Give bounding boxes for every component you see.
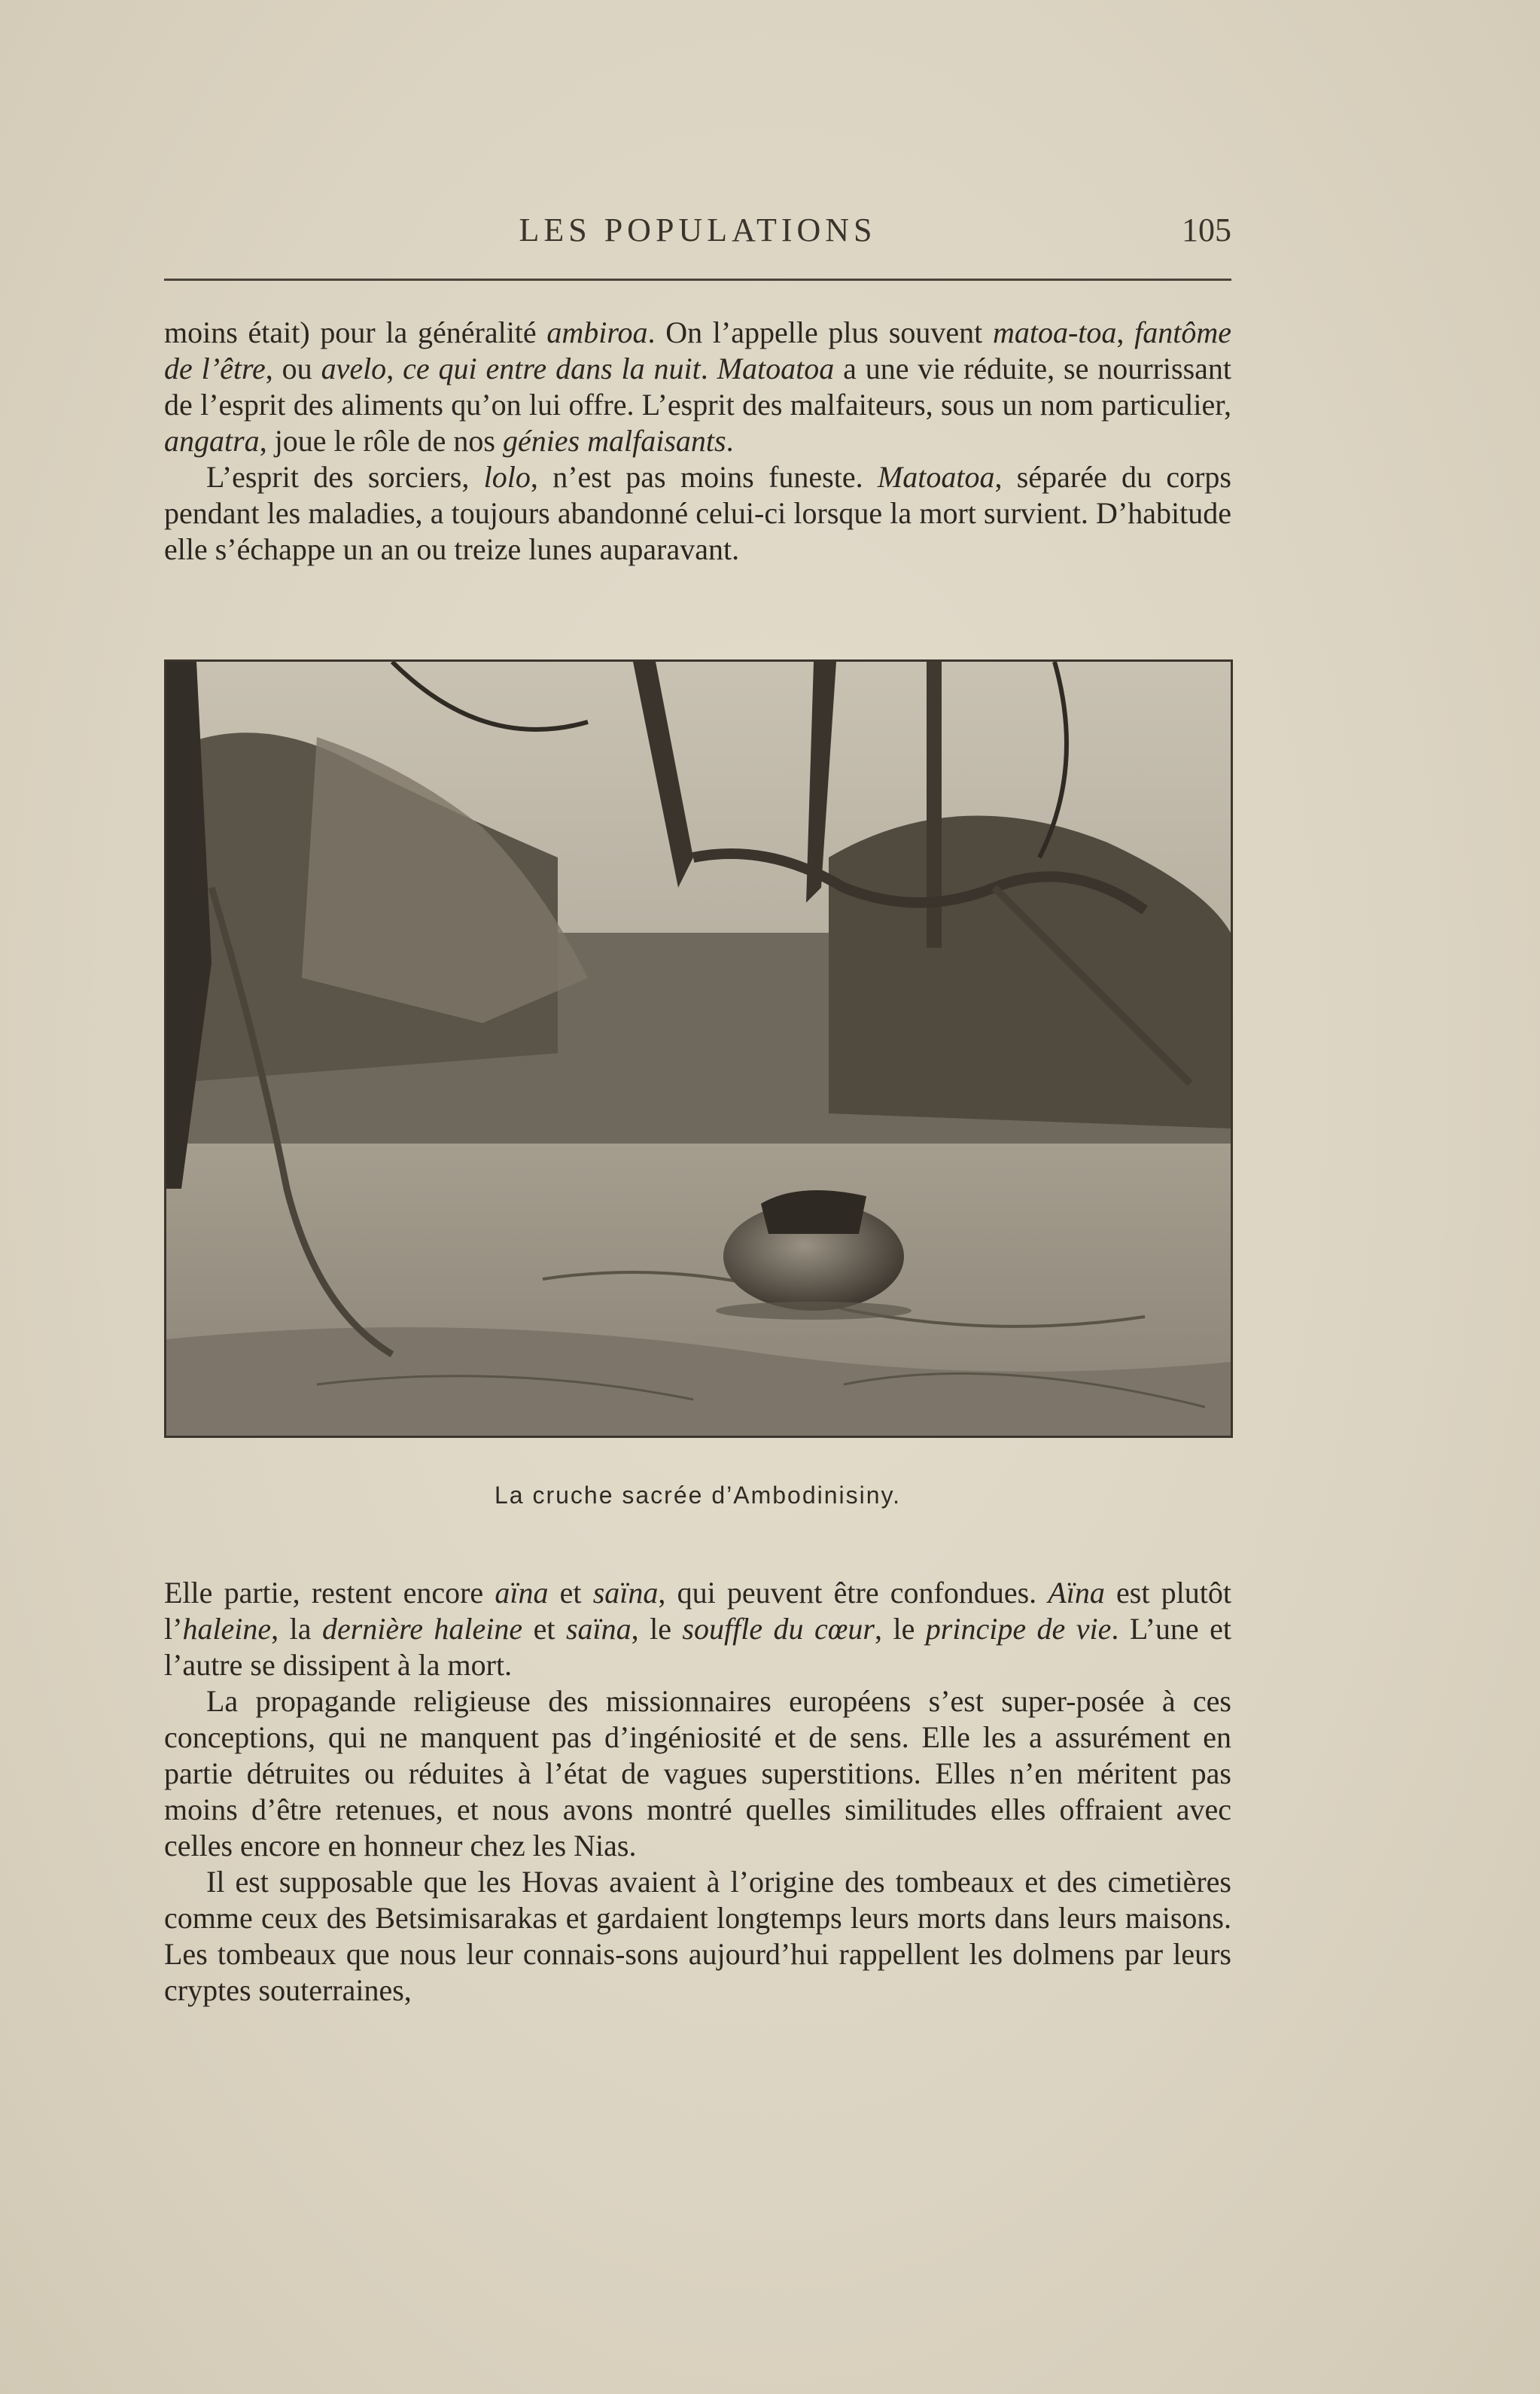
italic-term: principe de vie <box>925 1612 1112 1646</box>
italic-term: haleine <box>182 1612 272 1646</box>
text-run: La propagande religieuse des missionnaires européens s’est super-posée à ces conceptions, qui ne manquent pas d’ingéniosité et de sens. Elle les a assurément en partie détruites ou réduites à l’état de vagues superstitions. Elles n’en méritent pas moins d’être retenues, et nous avons montré quelles similitudes elles offraient avec celles encore en honneur chez les Nias. <box>164 1684 1231 1863</box>
italic-term: aïna <box>495 1576 549 1610</box>
italic-term: ce qui entre dans la nuit <box>403 352 701 385</box>
text-run: Il est supposable que les Hovas avaient à l’origine des tombeaux et des cimetières comme ceux des Betsimisarakas et gardaient longtemps leurs morts dans leurs maisons. Les tombeaux que nous leur connais-sons aujourd’hui rappellent les dolmens par leurs cryptes souterraines, <box>164 1865 1231 2007</box>
text-run: , <box>1116 315 1135 349</box>
text-run: . <box>700 352 717 385</box>
figure-caption: La cruche sacrée d’Ambodinisiny. <box>494 1482 902 1509</box>
text-run: , le <box>875 1612 926 1646</box>
italic-term: avelo <box>321 352 387 385</box>
text-run: moins était) pour la généralité <box>164 315 547 349</box>
italic-term: angatra <box>164 424 260 458</box>
paragraph <box>164 1575 1231 1683</box>
italic-term: Matoatoa <box>877 460 995 494</box>
text-run: , n’est pas moins funeste. <box>530 460 878 494</box>
text-run: Elle partie, restent encore <box>164 1576 495 1610</box>
body-text-top <box>164 315 1231 568</box>
text-run: , séparée du corps pendant les maladies, a toujours abandonné celui-ci lorsque la mort survient. D’habitude elle s’échappe un an ou treize lunes auparavant. <box>164 460 1232 566</box>
paragraph <box>164 1683 1231 1864</box>
paragraph <box>164 1864 1231 2009</box>
text-run: . L’une et l’autre se dissipent à la mort. <box>164 1612 1231 1682</box>
italic-term: matoa-toa <box>992 315 1117 349</box>
italic-term: lolo <box>483 460 531 494</box>
text-run: . <box>726 424 734 458</box>
forest-photo-illustration <box>166 662 1231 1436</box>
italic-term: Aïna <box>1048 1576 1105 1610</box>
italic-term: fantôme de l’être <box>164 315 1232 385</box>
text-run: L’esprit des sorciers, <box>206 460 484 494</box>
text-run: , la <box>271 1612 322 1646</box>
header-rule <box>164 279 1231 281</box>
body-text-bottom <box>164 1575 1231 2009</box>
photograph-sacred-jar <box>164 659 1233 1438</box>
text-run: , <box>386 352 403 385</box>
text-run: a une vie réduite, se nourrissant de l’esprit des aliments qu’on lui offre. L’esprit des malfaiteurs, sous un nom particulier, <box>164 352 1232 422</box>
italic-term: souffle du cœur <box>682 1612 875 1646</box>
paragraph <box>164 459 1231 568</box>
text-run: , le <box>631 1612 683 1646</box>
italic-term: génies malfaisants <box>502 424 726 458</box>
paragraph <box>164 315 1231 459</box>
running-title: LES POPULATIONS <box>519 212 877 248</box>
text-run: , ou <box>265 352 321 385</box>
text-run: est plutôt l’ <box>164 1576 1231 1646</box>
text-run: et <box>522 1612 566 1646</box>
italic-term: ambiroa <box>546 315 648 349</box>
italic-term: dernière haleine <box>321 1612 523 1646</box>
page-number: 105 <box>1182 212 1231 248</box>
italic-term: Matoatoa <box>717 352 835 385</box>
text-run: , joue le rôle de nos <box>259 424 503 458</box>
italic-term: saïna <box>565 1612 632 1646</box>
italic-term: saïna <box>592 1576 659 1610</box>
text-run: . On l’appelle plus souvent <box>647 315 993 349</box>
text-run: et <box>548 1576 593 1610</box>
page-header <box>164 211 1231 256</box>
text-run: , qui peuvent être confondues. <box>658 1576 1048 1610</box>
